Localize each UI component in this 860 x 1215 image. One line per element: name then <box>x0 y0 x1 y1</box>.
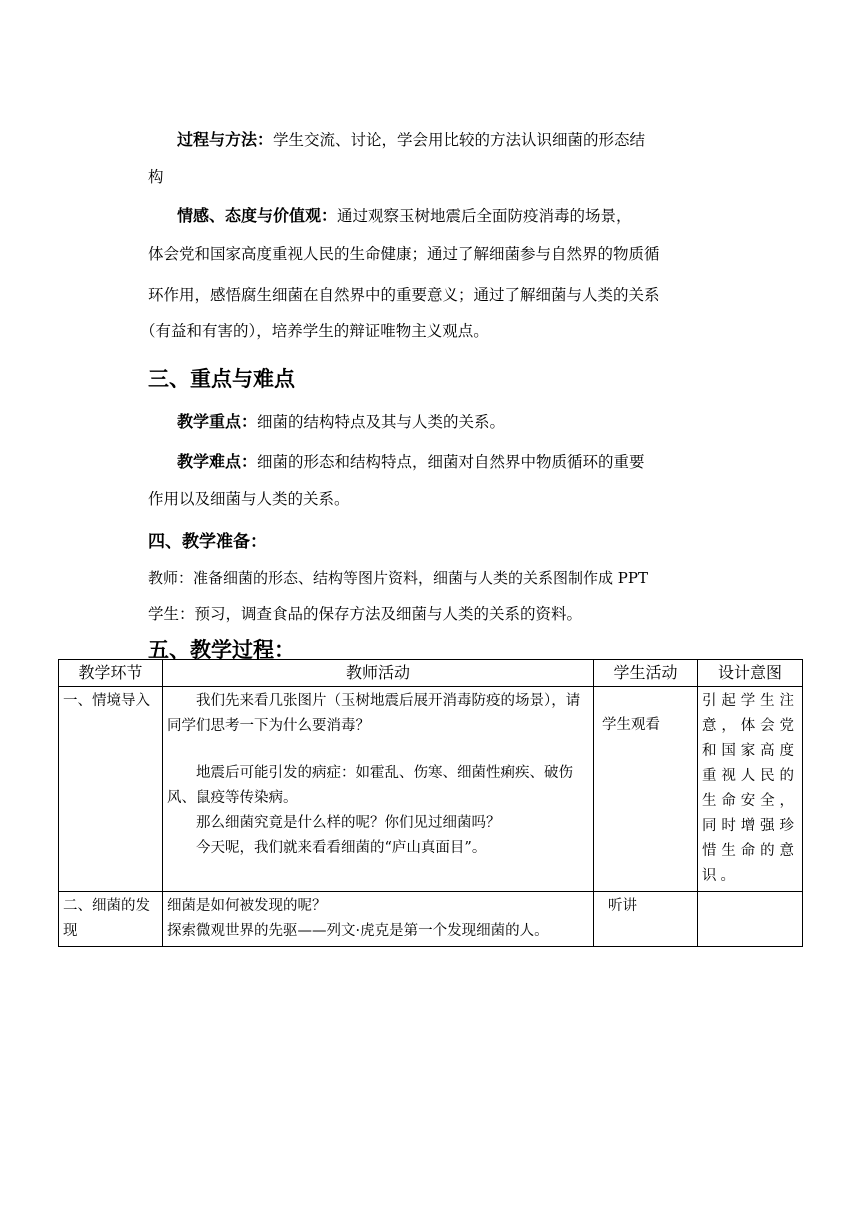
emotion-values-text-3: 环作用，感悟腐生细菌在自然界中的重要意义；通过了解细菌与人类的关系 <box>148 286 660 304</box>
row1-teacher-p3: 那么细菌究竟是什么样的呢？你们见过细菌吗？ <box>196 815 501 831</box>
difficult-point-text-2: 作用以及细菌与人类的关系。 <box>148 490 350 508</box>
teacher-prep-label: 教师 <box>148 569 179 587</box>
row1-stage: 一、情境导入 <box>59 687 163 892</box>
difficult-point-label: 教学难点： <box>177 452 258 471</box>
student-prep-text: ：预习，调查食品的保存方法及细菌与人类的关系的资料。 <box>179 605 583 623</box>
header-teacher-activity: 教师活动 <box>163 660 594 687</box>
emotion-values-label: 情感、态度与价值观： <box>177 206 338 225</box>
student-prep <box>148 602 582 626</box>
row2-teacher-l1: 细菌是如何被发现的呢？ <box>167 898 327 914</box>
emotion-values-text-1: 通过观察玉树地震后全面防疫消毒的场景， <box>337 207 632 225</box>
teaching-process-table <box>58 659 803 947</box>
student-prep-label: 学生 <box>148 605 180 623</box>
row2-stage: 二、细菌的发现 <box>59 892 163 947</box>
emotion-values-text-2: 体会党和国家高度重视人民的生命健康；通过了解细菌参与自然界的物质循 <box>148 245 660 263</box>
header-student-activity: 学生活动 <box>594 660 698 687</box>
header-design-intent: 设计意图 <box>698 660 803 687</box>
row2-teacher-l2: 探索微观世界的先驱——列文·虎克是第一个发现细菌的人。 <box>167 923 549 939</box>
row1-design-intent: 引起学生注意，体会党和国家高度重视人民的生命安全，同时增强珍惜生命的意识。 <box>698 687 803 892</box>
row1-teacher-p2: 地震后可能引发的病症：如霍乱、伤寒、细菌性痢疾、破伤风、鼠疫等传染病。 <box>167 765 573 806</box>
row1-teacher-p4: 今天呢，我们就来看看细菌的“庐山真面目”。 <box>196 840 487 856</box>
key-point-paragraph <box>177 410 505 434</box>
row2-design-intent <box>698 892 803 947</box>
key-point-text: 细菌的结构特点及其与人类的关系。 <box>257 413 506 431</box>
process-method-text: 学生交流、讨论，学会用比较的方法认识细菌的形态结 <box>273 131 646 149</box>
header-stage: 教学环节 <box>59 660 163 687</box>
teacher-prep-text: ：准备细菌的形态、结构等图片资料，细菌与人类的关系图制作成 PPT <box>178 569 648 587</box>
row1-teacher-p1: 我们先来看几张图片（玉树地震后展开消毒防疫的场景），请同学们思考一下为什么要消毒？ <box>167 693 581 734</box>
key-point-label: 教学重点： <box>177 412 258 431</box>
emotion-values-text-4: （有益和有害的），培养学生的辩证唯物主义观点。 <box>140 322 489 340</box>
process-method-label: 过程与方法： <box>177 130 274 149</box>
table-row <box>59 892 803 947</box>
row2-teacher-activity <box>163 892 594 947</box>
section4-title: 四、教学准备： <box>148 532 267 552</box>
difficult-point-paragraph <box>177 450 737 474</box>
table-header-row <box>59 660 803 687</box>
row1-teacher-activity <box>163 687 594 892</box>
table-row <box>59 687 803 892</box>
row2-student-activity: 听讲 <box>594 892 698 947</box>
teacher-prep <box>148 566 648 590</box>
section5-title: 五、教学过程： <box>148 638 295 662</box>
row1-student-activity: 学生观看 <box>594 687 698 892</box>
process-method-text-cont: 构 <box>148 168 164 186</box>
section3-title: 三、重点与难点 <box>148 367 295 391</box>
difficult-point-text-1: 细菌的形态和结构特点，细菌对自然界中物质循环的重要 <box>257 453 645 471</box>
